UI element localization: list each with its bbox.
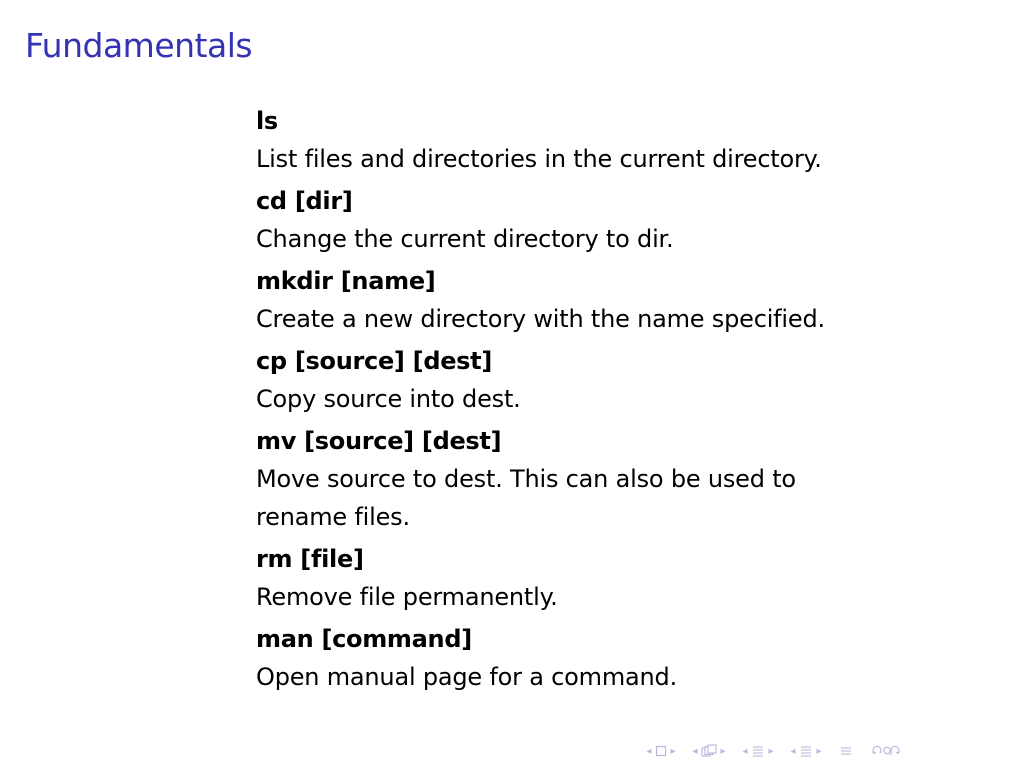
slide-prev-arrow-icon[interactable]: ◂: [646, 745, 652, 757]
command-description: Move source to dest. This can also be used to rename files.: [256, 465, 796, 531]
command-name: mv [source] [dest]: [256, 427, 502, 455]
command-name: cp [source] [dest]: [256, 347, 493, 375]
frame-prev-arrow-icon[interactable]: ◂: [692, 745, 698, 757]
command-entry-rm: [256, 540, 896, 616]
subsection-next-arrow-icon[interactable]: ▸: [768, 745, 774, 757]
command-name: rm [file]: [256, 545, 364, 573]
page-title: Fundamentals: [25, 26, 253, 65]
document-nav-icon[interactable]: [839, 745, 853, 757]
section-nav: [789, 745, 823, 757]
command-description: List files and directories in the current directory.: [256, 145, 822, 173]
search-nav: [869, 745, 903, 757]
section-prev-arrow-icon[interactable]: ◂: [790, 745, 796, 757]
command-entry-mkdir: [256, 262, 896, 338]
subsection-nav: [741, 745, 775, 757]
command-name: man [command]: [256, 625, 472, 653]
subsection-nav-icon[interactable]: [751, 745, 765, 757]
command-entry-cp: [256, 342, 896, 418]
command-entry-man: [256, 620, 896, 696]
command-name: mkdir [name]: [256, 267, 436, 295]
command-description: Open manual page for a command.: [256, 663, 677, 691]
command-list: [256, 102, 896, 700]
command-name: ls: [256, 107, 278, 135]
slide-nav-icon[interactable]: [655, 745, 667, 757]
beamer-navigation-bar: [645, 742, 917, 760]
command-description: Change the current directory to dir.: [256, 225, 674, 253]
section-nav-icon[interactable]: [799, 745, 813, 757]
frame-nav-icon[interactable]: [701, 744, 717, 758]
slide-nav: [645, 745, 677, 757]
frame-nav: [691, 744, 727, 758]
command-entry-mv: [256, 422, 896, 536]
command-entry-ls: [256, 102, 896, 178]
command-description: Copy source into dest.: [256, 385, 521, 413]
command-description: Create a new directory with the name specified.: [256, 305, 825, 333]
slide-next-arrow-icon[interactable]: ▸: [670, 745, 676, 757]
frame-next-arrow-icon[interactable]: ▸: [720, 745, 726, 757]
document-nav: [837, 745, 855, 757]
search-nav-icon[interactable]: [871, 745, 901, 757]
command-entry-cd: [256, 182, 896, 258]
command-description: Remove file permanently.: [256, 583, 558, 611]
section-next-arrow-icon[interactable]: ▸: [816, 745, 822, 757]
subsection-prev-arrow-icon[interactable]: ◂: [742, 745, 748, 757]
command-name: cd [dir]: [256, 187, 353, 215]
